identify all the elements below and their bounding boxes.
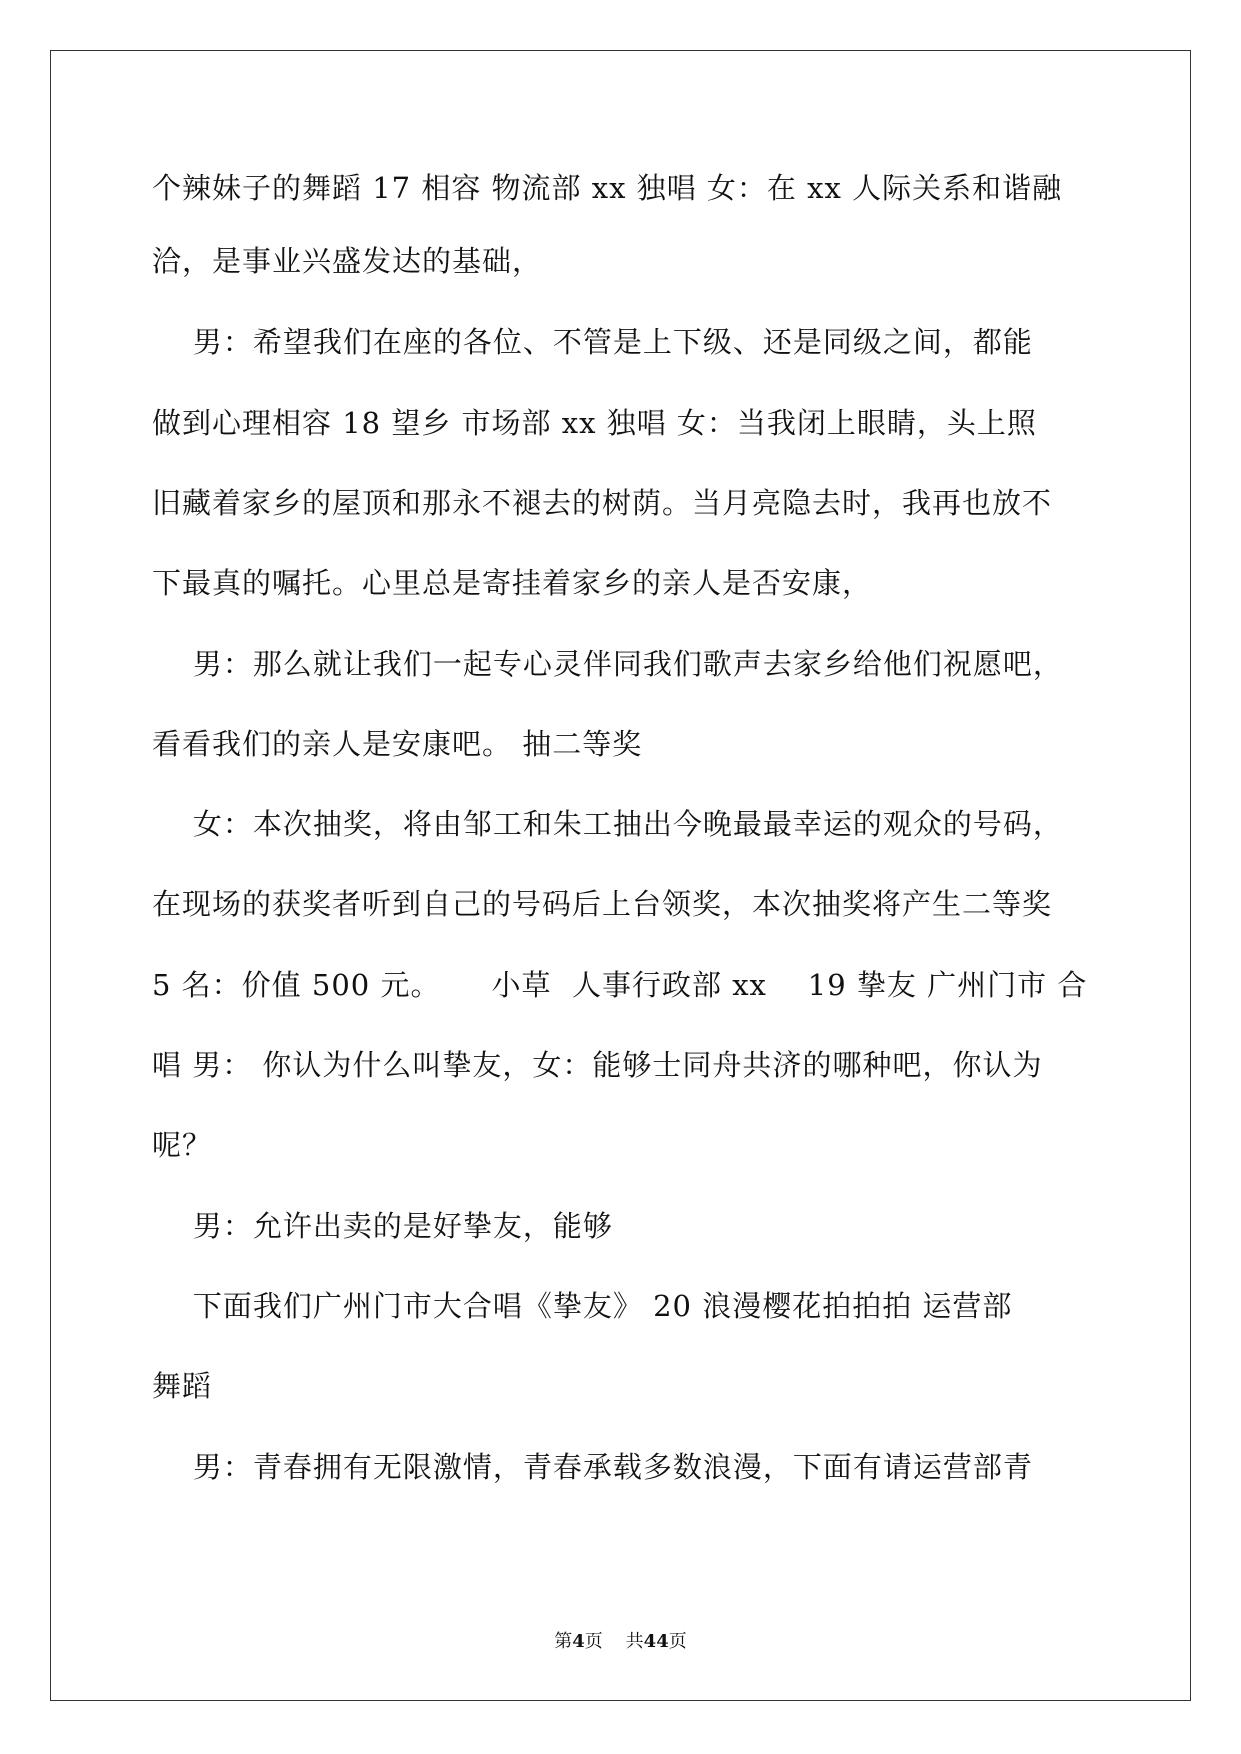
footer-prefix: 第 (554, 1631, 573, 1652)
footer-total-pages: 44 (643, 1631, 669, 1652)
text-line: 旧藏着家乡的屋顶和那永不褪去的树荫。当月亮隐去时，我再也放不 (152, 486, 1053, 520)
footer-page-number: 4 (572, 1631, 585, 1652)
text-line: 舞蹈 (152, 1369, 213, 1403)
page-footer (0, 1630, 1241, 1654)
footer-suffix: 页 (668, 1631, 687, 1652)
text-line: 唱 男： 你认为什么叫挚友，女：能够士同舟共济的哪种吧，你认为 (152, 1048, 1043, 1082)
text-line: 做到心理相容 18 望乡 市场部 xx 独唱 女：当我闭上眼睛，头上照 (152, 406, 1037, 440)
text-line: 在现场的获奖者听到自己的号码后上台领奖，本次抽奖将产生二等奖 (152, 887, 1053, 921)
text-line: 看看我们的亲人是安康吧。 抽二等奖 (152, 727, 643, 761)
text-line: 男：希望我们在座的各位、不管是上下级、还是同级之间，都能 (152, 325, 1033, 359)
footer-mid: 页 共 (584, 1631, 644, 1652)
text-line: 男：那么就让我们一起专心灵伴同我们歌声去家乡给他们祝愿吧， (152, 647, 1063, 681)
text-line: 呢？ (152, 1128, 213, 1162)
text-line: 5 名：价值 500 元。 小草 人事行政部 xx 19 挚友 广州门市 合 (152, 968, 1088, 1002)
text-line: 洽，是事业兴盛发达的基础， (152, 244, 543, 278)
text-line: 下最真的嘱托。心里总是寄挂着家乡的亲人是否安康， (152, 566, 873, 600)
text-line: 下面我们广州门市大合唱《挚友》 20 浪漫樱花拍拍拍 运营部 (152, 1289, 1013, 1323)
text-line: 女：本次抽奖，将由邹工和朱工抽出今晚最最幸运的观众的号码， (152, 807, 1063, 841)
text-line: 男：青春拥有无限激情，青春承载多数浪漫，下面有请运营部青 (152, 1450, 1033, 1484)
text-line: 个辣妹子的舞蹈 17 相容 物流部 xx 独唱 女：在 xx 人际关系和谐融 (152, 171, 1063, 205)
text-line: 男：允许出卖的是好挚友，能够 (152, 1209, 613, 1243)
